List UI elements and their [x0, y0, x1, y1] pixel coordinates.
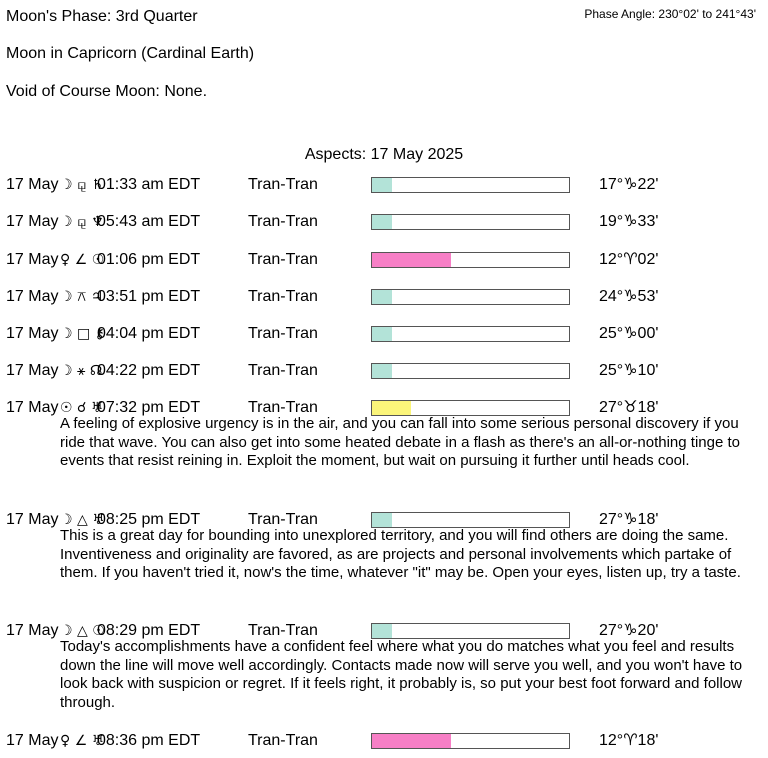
- strength-bar-fill: [372, 215, 392, 229]
- phase-angle-text: Phase Angle: 230°02' to 241°43': [584, 7, 756, 21]
- aspect-position: 19°♑33': [599, 213, 659, 230]
- strength-bar-fill: [372, 327, 392, 341]
- aspect-time: 04:22 pm EDT: [97, 362, 201, 379]
- aspect-position: 27°♉18': [599, 399, 659, 416]
- aspect-time: 08:29 pm EDT: [97, 622, 201, 639]
- strength-bar-fill: [372, 253, 451, 267]
- strength-bar-fill: [372, 290, 392, 304]
- aspect-date: 17 May: [6, 288, 59, 305]
- strength-bar: [371, 252, 570, 268]
- aspect-kind: Tran-Tran: [248, 511, 318, 528]
- aspect-glyphs: ☽ ⚼ ♆: [60, 214, 104, 230]
- strength-bar-fill: [372, 178, 392, 192]
- aspect-glyphs: ☽ △ ♅: [60, 512, 105, 528]
- strength-bar: [371, 400, 570, 416]
- aspect-kind: Tran-Tran: [248, 362, 318, 379]
- strength-bar-fill: [372, 624, 392, 638]
- aspect-date: 17 May: [6, 511, 59, 528]
- aspect-date: 17 May: [6, 176, 59, 193]
- aspect-position: 12°♈02': [599, 251, 659, 268]
- strength-bar-fill: [372, 364, 392, 378]
- aspect-time: 01:06 pm EDT: [97, 251, 201, 268]
- aspect-date: 17 May: [6, 732, 59, 749]
- aspect-glyphs: ☽ ⚻ ♃: [60, 289, 104, 305]
- aspect-date: 17 May: [6, 622, 59, 639]
- moon-phase-text: Moon's Phase: 3rd Quarter: [6, 8, 198, 25]
- aspect-time: 04:04 pm EDT: [97, 325, 201, 342]
- aspect-description: This is a great day for bounding into unexplored territory, and you will find others are doing the same. Inventiveness and originality are favored, as are projects and personal involvements which partake of them. If you haven't tried it, now's the time, whatever "it" may be. Open your eyes, listen up, try a taste.: [60, 527, 741, 581]
- aspect-position: 27°♑20': [599, 622, 659, 639]
- aspect-glyphs: ☽ ⚼ ♄: [60, 177, 104, 193]
- strength-bar: [371, 177, 570, 193]
- aspect-kind: Tran-Tran: [248, 251, 318, 268]
- aspect-date: 17 May: [6, 251, 59, 268]
- aspect-kind: Tran-Tran: [248, 176, 318, 193]
- aspect-kind: Tran-Tran: [248, 732, 318, 749]
- strength-bar-fill: [372, 513, 392, 527]
- aspect-kind: Tran-Tran: [248, 399, 318, 416]
- aspect-position: 17°♑22': [599, 176, 659, 193]
- aspect-glyphs: ☽ △ ☉: [60, 623, 105, 639]
- strength-bar-fill: [372, 401, 411, 415]
- strength-bar: [371, 512, 570, 528]
- aspect-kind: Tran-Tran: [248, 622, 318, 639]
- aspect-time: 08:25 pm EDT: [97, 511, 201, 528]
- moon-sign-text: Moon in Capricorn (Cardinal Earth): [6, 45, 255, 62]
- aspect-position: 27°♑18': [599, 511, 659, 528]
- aspect-glyphs: ☽ ⚹ ☊: [60, 363, 103, 379]
- aspect-position: 12°♈18': [599, 732, 659, 749]
- strength-bar: [371, 289, 570, 305]
- aspect-time: 07:32 pm EDT: [97, 399, 201, 416]
- aspect-glyphs: ♀ ∠ ♅: [60, 733, 105, 749]
- aspect-date: 17 May: [6, 399, 59, 416]
- aspect-position: 25°♑00': [599, 325, 659, 342]
- strength-bar: [371, 623, 570, 639]
- aspect-time: 08:36 pm EDT: [97, 732, 201, 749]
- aspect-glyphs: ☉ ☌ ♅: [60, 400, 104, 416]
- aspect-description: A feeling of explosive urgency is in the air, and you can fall into some serious personal discovery if you ride that wave. You can also get into some heated debate in a flash as there's an all-or-nothing tinge to events that resist reining in. Exploit the moment, but wait on pursuing it further until heads cool.: [60, 415, 740, 469]
- aspect-glyphs: ♀ ∠ ☉: [60, 252, 105, 268]
- strength-bar: [371, 733, 570, 749]
- aspect-description: Today's accomplishments have a confident feel where what you do matches what you feel and results down the line will move well accordingly. Contacts made now will serve you well, and you won't have to look back with suspicion or regret. If it feels right, it probably is, so put your best foot forward and follow through.: [60, 638, 743, 711]
- strength-bar-fill: [372, 734, 451, 748]
- aspect-date: 17 May: [6, 362, 59, 379]
- aspect-kind: Tran-Tran: [248, 288, 318, 305]
- aspects-title: Aspects: 17 May 2025: [304, 146, 464, 163]
- aspect-glyphs: ☽ □ ⚷: [60, 326, 105, 342]
- aspect-date: 17 May: [6, 213, 59, 230]
- aspect-time: 05:43 am EDT: [97, 213, 201, 230]
- aspect-kind: Tran-Tran: [248, 213, 318, 230]
- aspect-time: 01:33 am EDT: [97, 176, 201, 193]
- aspect-position: 25°♑10': [599, 362, 659, 379]
- aspect-kind: Tran-Tran: [248, 325, 318, 342]
- aspect-date: 17 May: [6, 325, 59, 342]
- strength-bar: [371, 363, 570, 379]
- aspect-time: 03:51 pm EDT: [97, 288, 201, 305]
- void-of-course-text: Void of Course Moon: None.: [6, 83, 208, 100]
- strength-bar: [371, 326, 570, 342]
- strength-bar: [371, 214, 570, 230]
- aspect-position: 24°♑53': [599, 288, 659, 305]
